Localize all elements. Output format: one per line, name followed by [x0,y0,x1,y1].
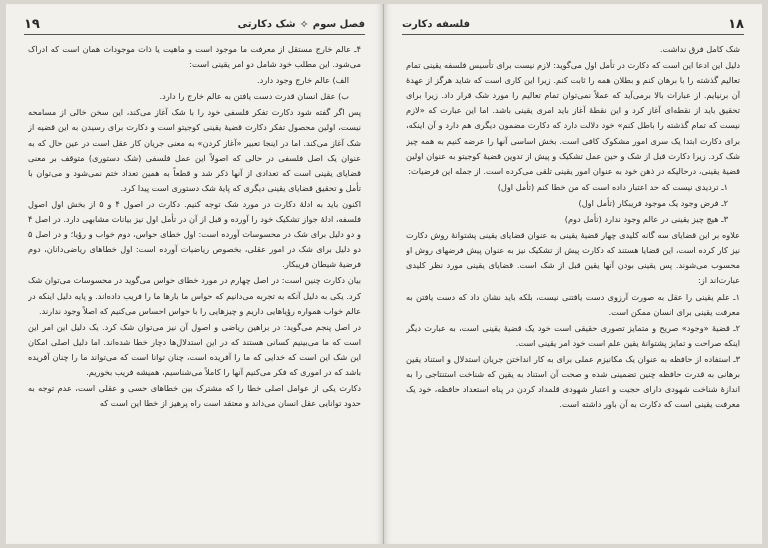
paragraph: پس اگر گفته شود دکارت تفکر فلسفی خود را با شک آغاز می‌کند، این سخن خالی از مسامحه نیست، اولین محصول تفکر دکارت قضیهٔ یقینی کوجیتو است و دکارت برای رسیدن به این قضیه از شک آغاز می‌کند. اما در اینجا تعبیر «آغاز کردن» به معنی جریان کار عقل است در عین حال که به عنوان یک اصل فلسفی در حالی که اصولاً این عمل فلسفی (شک دستوری) متوقف بر معنی قضایای یقینی است که تعدادی از آنها ذکر شد و قطعاً به همین تعداد ختم نمی‌شود و می‌توان با تأمل و تحقیق قضایای یقینی دیگری که پایهٔ شک دستوری است پیدا کرد. [28,107,361,193]
paragraph: ۱ـ تردیدی نیست که حد اعتبار داده است که من خطا کنم (تأمل اول) [497,181,728,192]
paragraph: در اصل پنجم می‌گوید: در براهین ریاضی و اصول آن نیز می‌توان شک کرد. یک دلیل این امر این است که ما می‌بینیم کسانی هستند که در این استدلال‌ها دچار خطا شده‌اند. اما دلیل اصلی امکان این شک این است که خدایی که ما را آفریده است، چنان توانا است که می‌تواند ما را چنان آفریده باشد که در اموری که فکر می‌کنیم آنها را کاملاً می‌شناسیم، همیشه فریب بخوریم. [28,321,361,377]
paragraph: علاوه بر این قضایای سه گانه کلیدی چهار قضیهٔ یقینی به عنوان قضایای یقینی پشتوانهٔ روش دکارت نیز کار کرده است، این قضایا هستند که دکارت پیش از تشکیک نیز به عنوان پیش فرضهای روش او محسوب می‌شوند. پس یقینی بودن آنها یقین قبل از شک است. قضایای یقینی مورد نظر کلیدی عبارت‌اند از: [406,230,740,286]
book-spread [6,4,762,544]
page-number: ۱۸ [728,16,744,32]
running-header [238,18,365,31]
paragraph: ۲ـ قضیهٔ «وجود» صریح و متمایز تصوری حقیقی است خود یک قضیهٔ یقینی است، به عبارت دیگر اینکه صراحت و تمایز پشتوانهٔ یقین علم است خود امر یقینی است. [406,322,740,348]
star-icon: ✧ [299,17,309,31]
paragraph: دلیل این ادعا این است که دکارت در تأمل اول می‌گوید: لازم نیست برای تأسیس فلسفه یقینی تمام تعالیم گذشته را با برهان کنم و بطلان همه را ثابت کنم. زیرا این کاری است که شاید هرگز از عهدهٔ آن برنیایم. از عبارات بالا برمی‌آید که عملاً نمی‌توان تمام تعالیم را مورد شک قرار داد. زیرا برای تحقیق باید از نقطه‌ای آغاز کرد و این نقطهٔ آغاز باید امری یقینی باشد. اما این عبارت که «لازم نیست که تمام گذشته را باطل کنم» خود دلالت دارد که دکارت مضمون دیگری هم دارد و آن اینکه، برای دکارت ابتدا یک سری امور مشکوک کافی است. بخش اساسی آنها را عرضه کنیم به همه چیز شک کرد. زیرا دکارت قبل از شک و حین عمل تشکیک و پیش از تدوین قضیهٔ کوجیتو به عنوان اولین قضیهٔ یقینی، درحالیکه در ذهن خود به عنوان امور یقینی تلقی می‌کرده است. از جمله این فرضیات: [406,60,740,176]
running-title: فلسفه دکارت [402,18,471,30]
left-page [6,4,384,544]
paragraph: ۳ـ استفاده از حافظه به عنوان یک مکانیزم عملی برای به کار انداختن جریان استدلال و استناد یقین برهانی به قدرت حافظه چنین تضمینی شده و صحت آن استناد به یقین که شناخت استنتاجی را به اندازهٔ شناخت شهودی دارای حجیت و اعتبار شهودی قلمداد کردن در پناه استعداد حافظه، خود یک معرفت یقینی است که دکارت به آن باور داشته است. [406,353,740,410]
paragraph: ۴ـ عالم خارج مستقل از معرفت ما موجود است و ماهیت یا ذات موجودات همان است که ادراک می‌شود. این مطلب خود شامل دو امر یقینی است: [28,44,361,70]
paragraph: اکنون باید به ادلهٔ دکارت در مورد شک توجه کنیم. دکارت در اصول ۴ و ۵ از بخش اول اصول فلسفه، ادلهٔ جواز تشکیک خود را آورده و قبل از آن در تأمل اول نیز بیانات مشابهی دارد. در اصل ۴ و دو دلیل برای شک در محسوسات آورده است: اول خطای حواس، دوم خواب و رؤیا؛ و در اصل ۵ دو دلیل برای شک در امور عقلی، بخصوص ریاضیات آورده است: اول خطاهای ریاضی‌دانان، دوم فرضیهٔ شیطان فریبکار. [28,198,361,270]
right-page [384,4,762,544]
paragraph: بیان دکارت چنین است: در اصل چهارم در مورد خطای حواس می‌گوید در محسوسات می‌توان شک کرد. یکی به دلیل آنکه به تجربه می‌دانیم که حواس ما بارها ما را فریب داده‌اند. و پایه دلیل اینکه در عالم خواب همواره رؤیاهایی داریم و چیزهایی را با حواس احساس می‌کنیم که اصلاً وجود ندارند. [28,275,361,316]
paragraph: شک کامل فرق نداشت. [659,44,740,54]
paragraph: ۳ـ هیچ چیز یقینی در عالم وجود ندارد (تأمل دوم) [564,214,728,225]
chapter-label: فصل سوم [312,18,365,30]
running-title: شک دکارتی [237,18,296,30]
paragraph: ۱ـ علم یقینی را عقل به صورت آرزوی دست یافتنی نیست، بلکه باید نشان داد که دست یافتن به معرفت یقینی برای انسان ممکن است. [406,291,740,317]
paragraph: ب) عقل انسان قدرت دست یافتن به عالم خارج را دارد. [159,91,349,102]
paragraph: الف) عالم خارج وجود دارد. [257,75,349,86]
right-page-body [406,42,740,530]
left-page-header [24,14,365,35]
right-page-header [402,14,744,35]
left-page-body [28,42,361,530]
page-number: ۱۹ [24,16,40,32]
paragraph: دکارت یکی از عوامل اصلی خطا را که مشترک بین خطاهای حسی و عقلی است، عدم توجه به حدود توانایی عقل انسان می‌داند و معتقد است راه پرهیز از خطا این است که [28,383,361,409]
paragraph: ۲ـ فرض وجود یک موجود فریبکار (تأمل اول) [578,197,728,208]
